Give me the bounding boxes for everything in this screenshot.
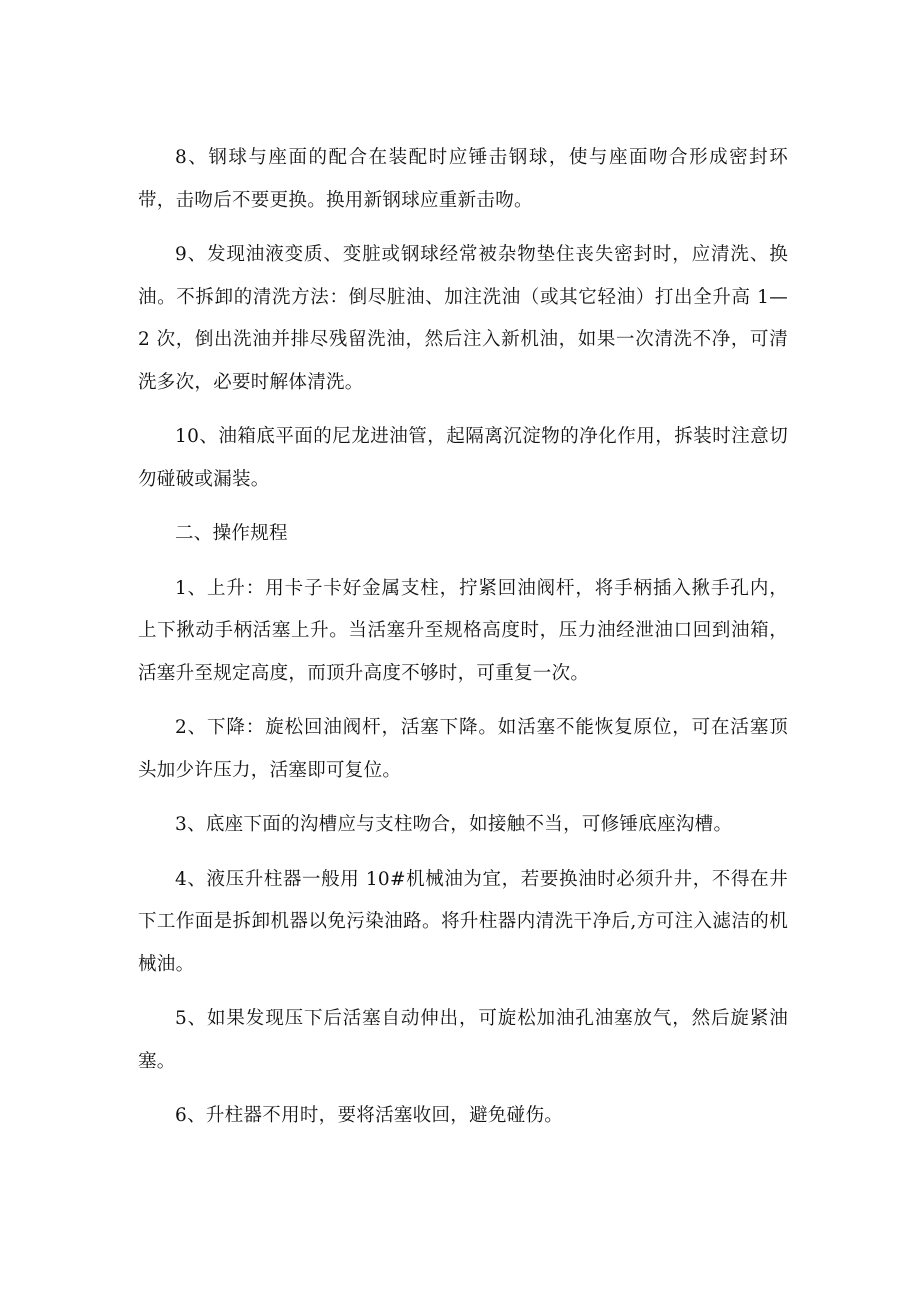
document-body	[138, 137, 788, 1150]
paragraph-lower: 2、下降：旋松回油阀杆，活塞下降。如活塞不能恢复原位，可在活塞顶头加少许压力，活塞即可复位。	[138, 717, 788, 781]
paragraph-oil-type: 4、液压升柱器一般用 10#机械油为宜，若要换油时必须升井，不得在井下工作面是拆卸机器以免污染油路。将升柱器内清洗干净后,方可注入滤洁的机械油。	[138, 868, 788, 975]
paragraph-storage: 6、升柱器不用时，要将活塞收回，避免碰伤。	[175, 1105, 564, 1126]
paragraph-raise: 1、上升：用卡子卡好金属支柱，拧紧回油阀杆，将手柄插入揪手孔内，上下揪动手柄活塞上升。当活塞升至规格高度时，压力油经泄油口回到油箱，活塞升至规定高度，而顶升高度不够时，可重复一次。	[138, 577, 788, 684]
section-heading: 二、操作规程	[175, 523, 288, 544]
paragraph-bleed-air: 5、如果发现压下后活塞自动伸出，可旋松加油孔油塞放气，然后旋紧油塞。	[138, 1008, 788, 1072]
paragraph-item-9: 9、发现油液变质、变脏或钢球经常被杂物垫住丧失密封时，应清洗、换油。不拆卸的清洗方法：倒尽脏油、加注洗油（或其它轻油）打出全升高 1—2 次，倒出洗油并排尽残留洗油，然后注入新机油，如果一次清洗不净，可清洗多次，必要时解体清洗。	[138, 244, 788, 393]
paragraph-base-groove: 3、底座下面的沟槽应与支柱吻合，如接触不当，可修锤底座沟槽。	[175, 814, 733, 835]
paragraph-item-10: 10、油箱底平面的尼龙进油管，起隔离沉淀物的净化作用，拆装时注意切勿碰破或漏装。	[138, 426, 788, 490]
paragraph-item-8: 8、钢球与座面的配合在装配时应锤击钢球，使与座面吻合形成密封环带，击吻后不要更换。换用新钢球应重新击吻。	[138, 147, 788, 211]
